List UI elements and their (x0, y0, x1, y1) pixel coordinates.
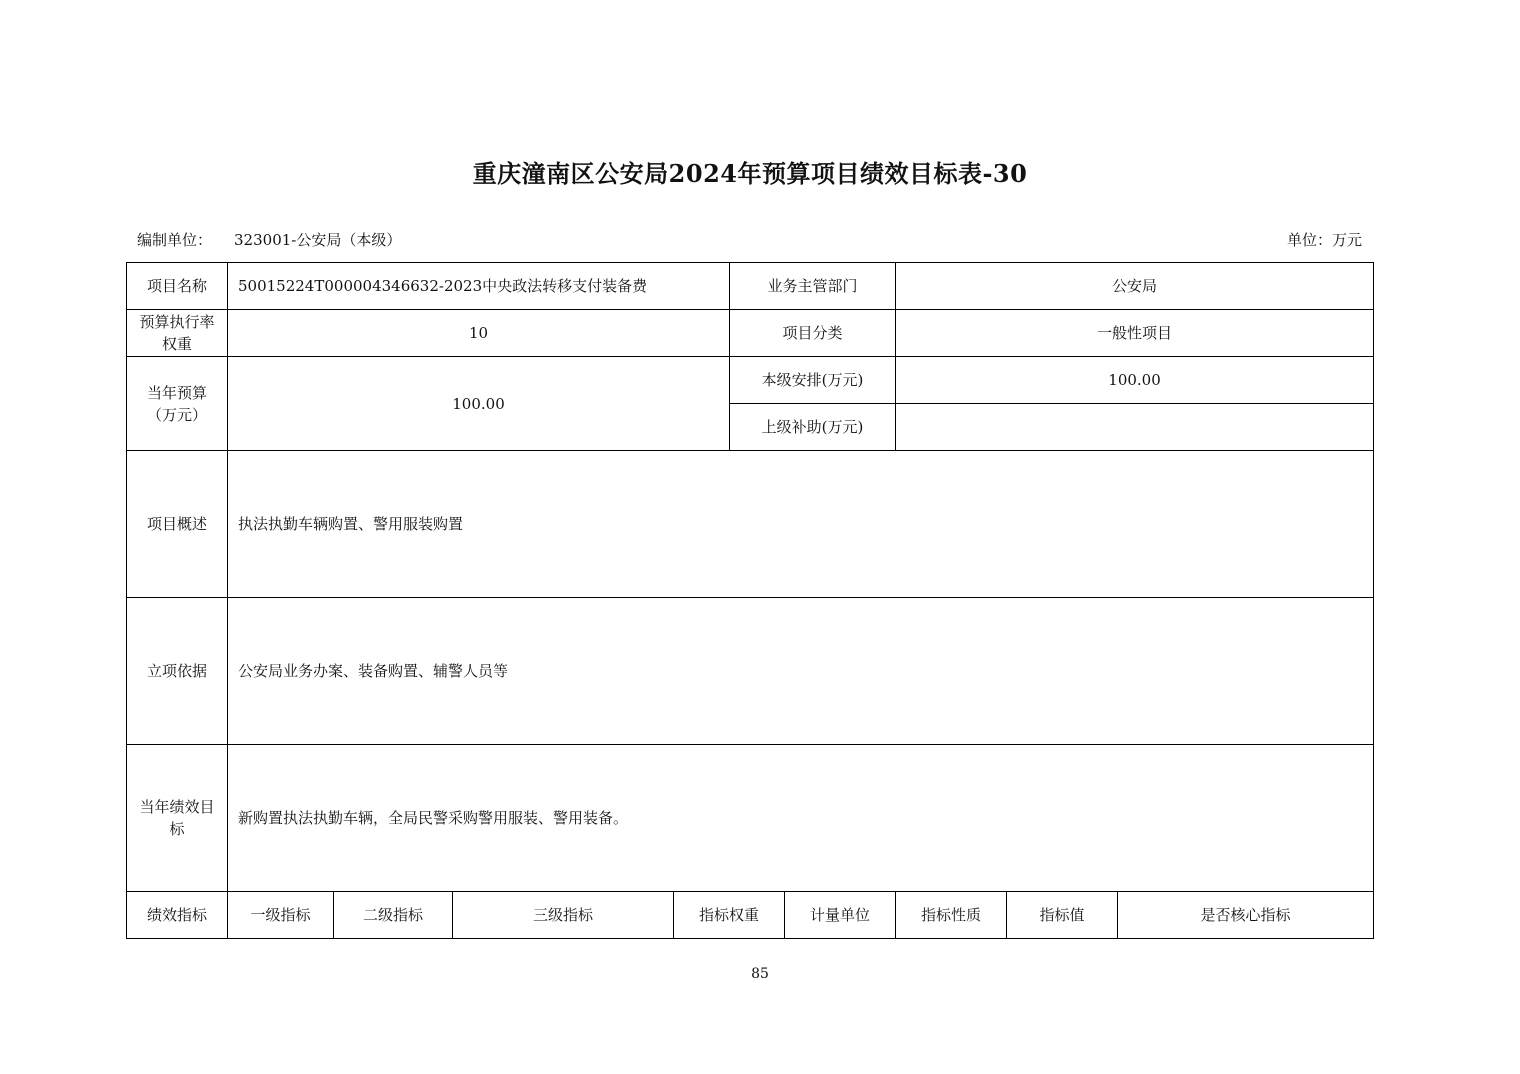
row-indicators-header (127, 892, 1374, 939)
exec-rate-label: 预算执行率权重 (127, 310, 228, 357)
compiling-unit-value: 323001-公安局（本级） (234, 231, 402, 249)
basis-value: 公安局业务办案、装备购置、辅警人员等 (228, 598, 1374, 745)
row-exec-rate (127, 310, 1374, 357)
category-value: 一般性项目 (896, 310, 1374, 357)
goal-value: 新购置执法执勤车辆，全局民警采购警用服装、警用装备。 (228, 745, 1374, 892)
indicator-header-weight: 指标权重 (674, 892, 785, 939)
annual-budget-value: 100.00 (228, 357, 730, 451)
page-title: 重庆潼南区公安局2024年预算项目绩效目标表-30 (472, 159, 1028, 188)
local-funding-value: 100.00 (896, 357, 1374, 404)
indicator-header-value: 指标值 (1007, 892, 1118, 939)
indicator-header-level2: 二级指标 (334, 892, 453, 939)
currency-unit: 单位：万元 (1286, 231, 1362, 249)
row-annual-budget (127, 357, 1374, 404)
row-overview (127, 451, 1374, 598)
row-basis (127, 598, 1374, 745)
goal-label: 当年绩效目标 (127, 745, 228, 892)
exec-rate-value: 10 (228, 310, 730, 357)
local-funding-label: 本级安排(万元) (730, 357, 896, 404)
indicator-header-nature: 指标性质 (896, 892, 1007, 939)
project-name-value: 50015224T000004346632-2023中央政法转移支付装备费 (228, 263, 730, 310)
indicator-header-level1: 一级指标 (228, 892, 334, 939)
superior-subsidy-value (896, 404, 1374, 451)
compiling-unit (137, 229, 401, 250)
category-label: 项目分类 (730, 310, 896, 357)
row-project-name (127, 263, 1374, 310)
basis-label: 立项依据 (127, 598, 228, 745)
indicator-header-core: 是否核心指标 (1118, 892, 1374, 939)
dept-value: 公安局 (896, 263, 1374, 310)
overview-label: 项目概述 (127, 451, 228, 598)
superior-subsidy-label: 上级补助(万元) (730, 404, 896, 451)
page-number: 85 (751, 966, 769, 982)
dept-label: 业务主管部门 (730, 263, 896, 310)
project-name-label: 项目名称 (127, 263, 228, 310)
indicator-header-level3: 三级指标 (453, 892, 674, 939)
indicator-header-unit: 计量单位 (785, 892, 896, 939)
indicators-label: 绩效指标 (127, 892, 228, 939)
performance-target-table (126, 262, 1374, 939)
compiling-unit-label: 编制单位： (137, 231, 213, 249)
overview-value: 执法执勤车辆购置、警用服装购置 (228, 451, 1374, 598)
annual-budget-label: 当年预算（万元） (127, 357, 228, 451)
row-goal (127, 745, 1374, 892)
